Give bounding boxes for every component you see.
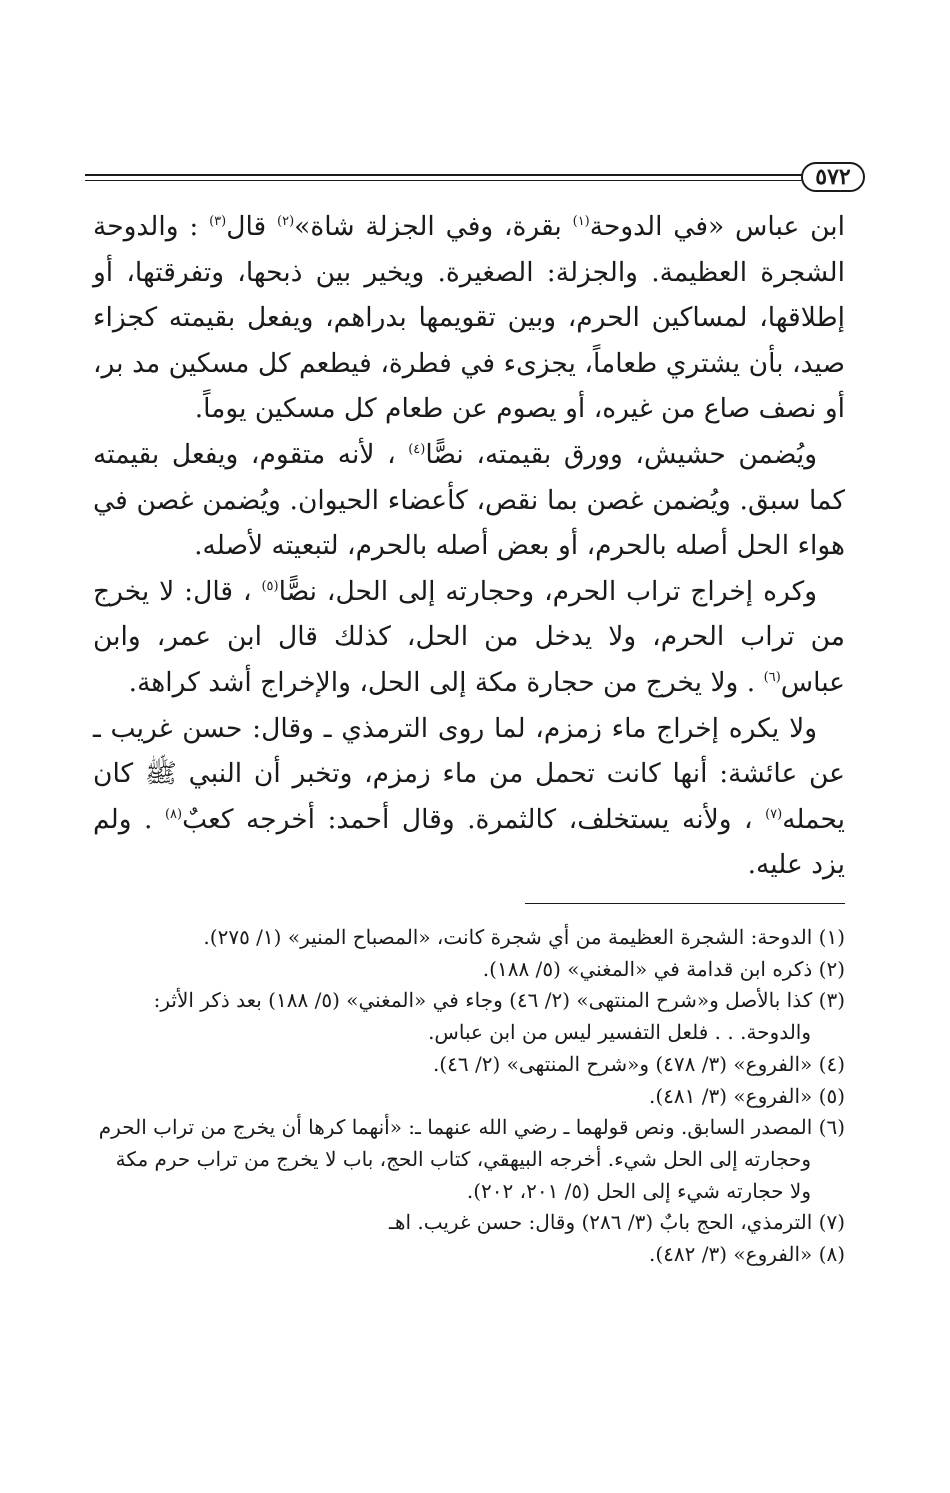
footnote-reference: (٧): [765, 806, 783, 822]
footnote-number: (٢): [818, 956, 845, 981]
body-text-segment: ، ولأنه يستخلف، كالثمرة. وقال أحمد: أخرجه كعبٌ: [182, 803, 766, 835]
footnote-reference: (٤): [408, 442, 426, 458]
page-number: ٥٧٢: [801, 162, 865, 192]
footnote-number: (٤): [818, 1051, 845, 1076]
footnote: [93, 1081, 845, 1113]
footnote-reference: (٨): [164, 806, 183, 822]
header-rule: [85, 174, 805, 176]
body-text-segment: وكره إخراج تراب الحرم، وحجارته إلى الحل، نصًّا: [278, 575, 817, 607]
footnote: [93, 1049, 845, 1081]
footnote-text: ولا حجارته شيء إلى الحل (٥/ ٢٠١، ٢٠٢).: [466, 1178, 811, 1203]
main-text: [93, 204, 845, 888]
footnote-number: (١): [818, 925, 845, 949]
body-text-segment: : والدوحة الشجرة العظيمة. والجزلة: الصغيرة. ويخير بين ذبحها، وتفرقتها، أو إطلاقها، لمساكين الحرم، وبين تقويمها بدراهم، ويفعل بقيمته كجزاء صيد، بأن يشتري طعاماً، يجزىء في فطرة، فيطعم كل مسكين مد بر، أو نصف صاع من غيره، أو يصوم عن طعام كل مسكين يوماً.: [93, 211, 845, 425]
footnote-number: (٣): [818, 988, 845, 1013]
footnote-text: ذكره ابن قدامة في «المغني» (٥/ ١٨٨).: [482, 956, 813, 981]
footnote-number: (٧): [818, 1210, 845, 1235]
footnote: [93, 1207, 845, 1239]
footnote-text: «الفروع» (٣/ ٤٧٨) و«شرح المنتهى» (٢/ ٤٦).: [432, 1051, 813, 1076]
footnote-text: «الفروع» (٣/ ٤٨٢).: [648, 1242, 813, 1267]
body-text-segment: قال: [226, 211, 278, 242]
footnote-text: الترمذي، الحج بابٌ (٣/ ٢٨٦) وقال: حسن غريب. اهـ: [389, 1210, 813, 1235]
footnote-number: (٦): [818, 1115, 845, 1140]
footnote: [93, 922, 845, 954]
footnote-reference: (٣): [209, 214, 227, 230]
body-text-segment: ابن عباس «في الدوحة: [589, 211, 846, 242]
footnote-reference: (٦): [763, 670, 781, 686]
footnote-reference: (٢): [277, 214, 295, 230]
body-text-segment: ويُضمن حشيش، وورق بقيمته، نصًّا: [425, 438, 817, 470]
footnote: [93, 1239, 845, 1271]
footnote-text: «الفروع» (٣/ ٤٨١).: [648, 1083, 813, 1108]
footnotes: [93, 922, 845, 1271]
footnote: [93, 1112, 845, 1207]
body-paragraph: [93, 432, 845, 569]
body-text-segment: ، لأنه متقوم، ويفعل بقيمته كما سبق. ويُضمن غصن بما نقص، كأعضاء الحيوان. ويُضمن غصن في هواء الحل أصله بالحرم، أو بعض أصله بالحرم، لتبعيته لأصله.: [93, 438, 845, 562]
body-text-segment: ، قال: لا يخرج من تراب الحرم، ولا يدخل من الحل، كذلك قال ابن عمر، وابن عباس: [93, 575, 845, 698]
footnote-text: المصدر السابق. ونص قولهما ـ رضي الله عنهما ـ: «أنهما كرها أن يخرج من تراب الحرم: [98, 1115, 813, 1140]
footnote-separator: [525, 903, 845, 904]
body-text-segment: بقرة، وفي الجزلة شاة»: [294, 211, 573, 242]
body-text-segment: . ولم يزد عليه.: [93, 803, 845, 881]
footnote-reference: (٥): [261, 578, 279, 594]
page-header: [85, 160, 865, 196]
footnote: [93, 954, 845, 986]
footnote-text: الدوحة: الشجرة العظيمة من أي شجرة كانت، «المصباح المنير» (١/ ٢٧٥).: [203, 925, 813, 949]
footnote-text: وحجارته إلى الحل شيء. أخرجه البيهقي، كتاب الحج، باب لا يخرج من تراب حرم مكة: [115, 1146, 811, 1171]
footnote-number: (٥): [818, 1083, 845, 1108]
footnote: [93, 985, 845, 1048]
footnote-reference: (١): [572, 214, 590, 230]
body-paragraph: [93, 706, 845, 888]
body-text-segment: . ولا يخرج من حجارة مكة إلى الحل، والإخراج أشد كراهة.: [128, 666, 764, 698]
footnote-text: والدوحة. . . فلعل التفسير ليس من ابن عباس.: [428, 1020, 811, 1045]
body-paragraph: [93, 204, 845, 432]
footnote-number: (٨): [818, 1242, 845, 1267]
header-rule-thin: [85, 180, 805, 181]
body-paragraph: [93, 569, 845, 706]
body-text-segment: ولا يكره إخراج ماء زمزم، لما روى الترمذي ـ وقال: حسن غريب ـ عن عائشة: أنها كانت تحمل من ماء زمزم، وتخبر أن النبي ﷺ كان يحمله: [93, 712, 845, 835]
footnote-text: كذا بالأصل و«شرح المنتهى» (٢/ ٤٦) وجاء في «المغني» (٥/ ١٨٨) بعد ذكر الأثر:: [153, 988, 813, 1013]
